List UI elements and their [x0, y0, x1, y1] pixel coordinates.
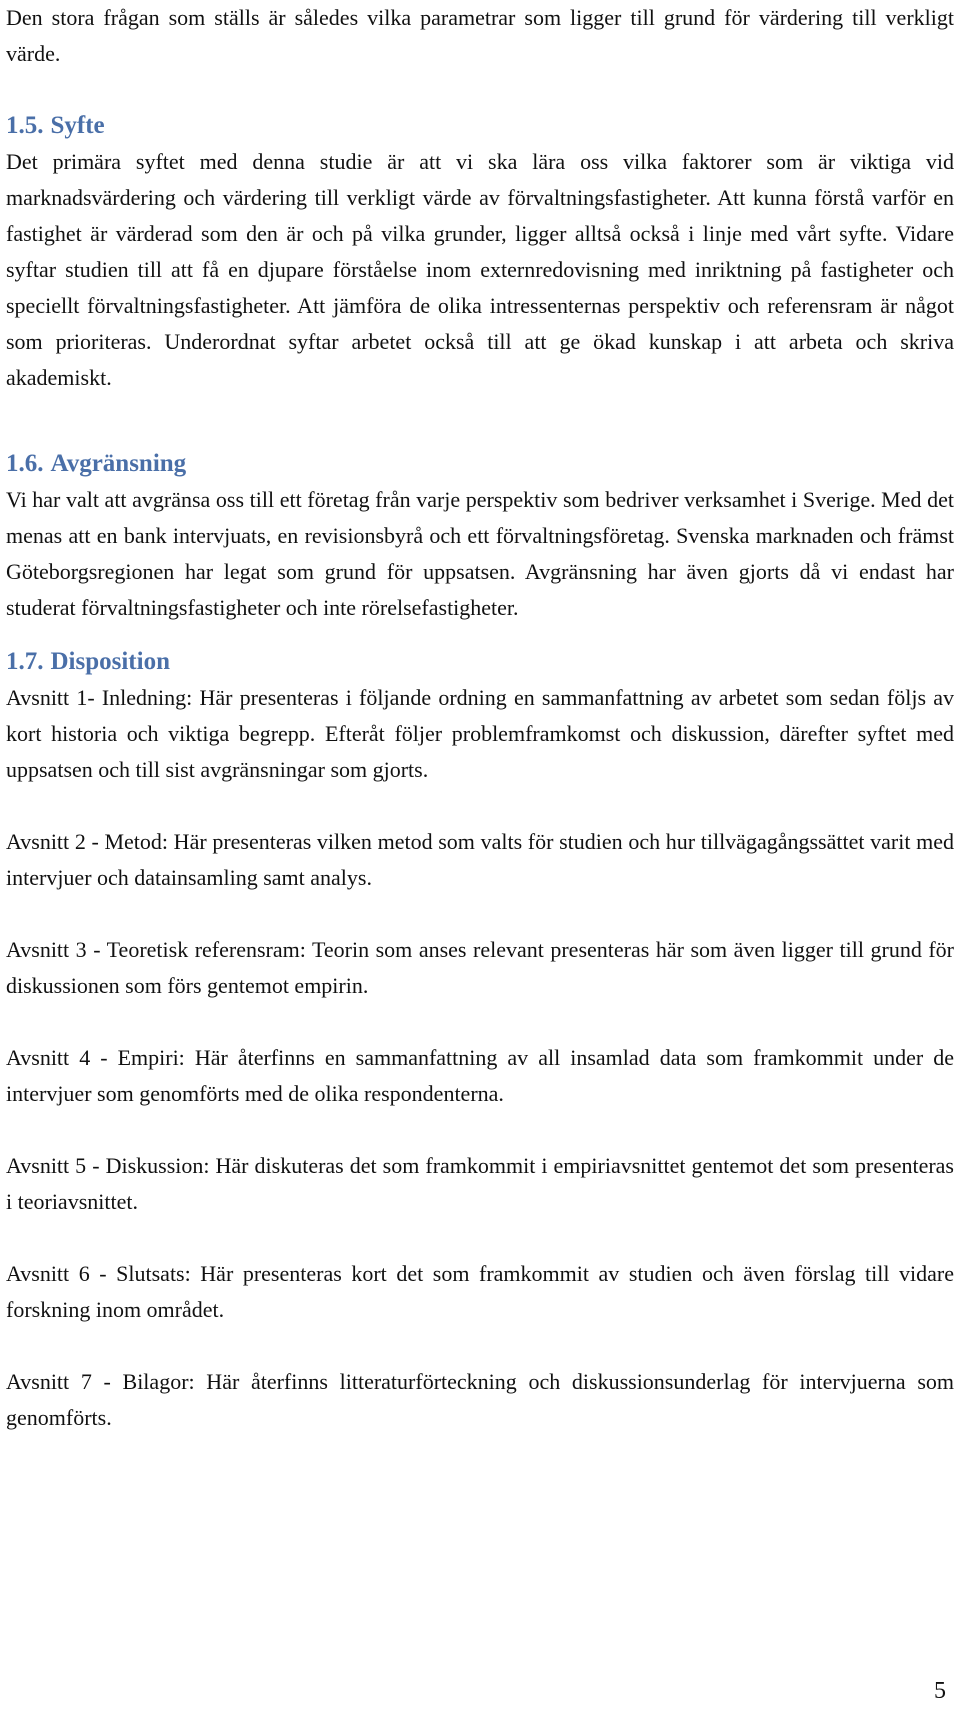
disposition-paragraph-1: Avsnitt 1- Inledning: Här presenteras i följande ordning en sammanfattning av arbetet som sedan följs av kort historia och viktiga begrepp. Efteråt följer problemframkomst och diskussion, därefter syftet med uppsatsen och till sist avgränsningar som gjorts.: [6, 685, 954, 782]
disposition-paragraph-6: Avsnitt 6 - Slutsats: Här presenteras kort det som framkommit av studien och även förslag till vidare forskning inom området.: [6, 1261, 954, 1322]
disposition-paragraph-3: Avsnitt 3 - Teoretisk referensram: Teorin som anses relevant presenteras här som även ligger till grund för diskussionen som förs gentemot empirin.: [6, 937, 954, 998]
heading-avgransning: [6, 446, 954, 482]
heading-disposition: [6, 644, 954, 680]
syfte-paragraph: Det primära syftet med denna studie är att vi ska lära oss vilka faktorer som är viktiga vid marknadsvärdering och värdering till verkligt värde av förvaltningsfastigheter. Att kunna förstå varför en fastighet är värderad som den är och på vilka grunder, ligger alltså också i linje med vårt syfte. Vidare syftar studien till att få en djupare förståelse inom externredovisning med inriktning på fastigheter och speciellt förvaltningsfastigheter. Att jämföra de olika intressenternas perspektiv och referensram är något som prioriteras. Underordnat syftar arbetet också till att ge ökad kunskap i att arbeta och skriva akademiskt.: [6, 149, 954, 390]
heading-title: Syfte: [50, 112, 105, 139]
disposition-paragraph-2: Avsnitt 2 - Metod: Här presenteras vilken metod som valts för studien och hur tillvägagångssättet varit med intervjuer och datainsamling samt analys.: [6, 829, 954, 890]
intro-paragraph: Den stora frågan som ställs är således vilka parametrar som ligger till grund för värdering till verkligt värde.: [6, 5, 954, 66]
disposition-paragraph-4: Avsnitt 4 - Empiri: Här återfinns en sammanfattning av all insamlad data som framkommit under de intervjuer som genomförts med de olika respondenterna.: [6, 1045, 954, 1106]
disposition-paragraph-7: Avsnitt 7 - Bilagor: Här återfinns litteraturförteckning och diskussionsunderlag för intervjuerna som genomförts.: [6, 1369, 954, 1430]
page-number: 5: [934, 1678, 946, 1704]
disposition-paragraph-5: Avsnitt 5 - Diskussion: Här diskuteras det som framkommit i empiriavsnittet gentemot det som presenteras i teoriavsnittet.: [6, 1153, 954, 1214]
heading-title: Avgränsning: [50, 450, 187, 477]
heading-title: Disposition: [50, 648, 170, 675]
document-page: [6, 0, 954, 1436]
heading-syfte: [6, 108, 954, 144]
heading-number: 1.6.: [6, 450, 44, 477]
heading-number: 1.7.: [6, 648, 44, 675]
avgransning-paragraph: Vi har valt att avgränsa oss till ett företag från varje perspektiv som bedriver verksamhet i Sverige. Med det menas att en bank intervjuats, en revisionsbyrå och ett förvaltningsföretag. Svenska marknaden och främst Göteborgsregionen har legat som grund för uppsatsen. Avgränsning har även gjorts då vi endast har studerat förvaltningsfastigheter och inte rörelsefastigheter.: [6, 487, 954, 620]
heading-number: 1.5.: [6, 112, 44, 139]
